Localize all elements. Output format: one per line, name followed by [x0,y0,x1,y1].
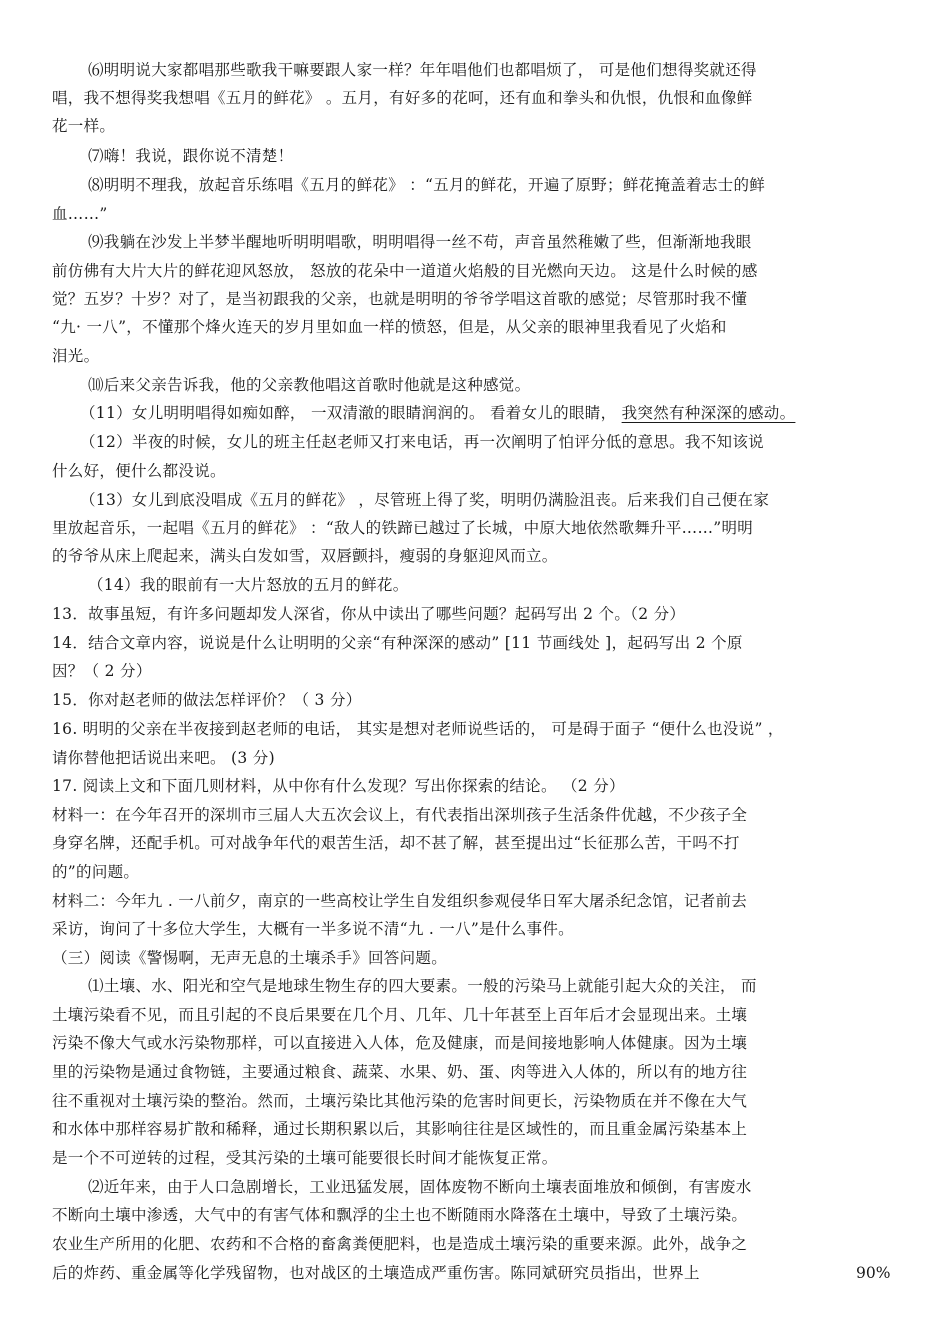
section-3-para-2-line-3: 农业生产所用的化肥、农药和不合格的畜禽粪便肥料，也是造成土壤污染的重要来源。此外，战争之 [52,1235,748,1253]
question-14-line-2: 因？（ 2 分） [52,662,152,680]
paragraph-6-line-2: 唱，我不想得奖我想唱《五月的鲜花》 。五月，有好多的花呵，还有血和拳头和仇恨，仇恨和血像鲜 [52,89,753,107]
paragraph-9-line-4: “九· 一八”，不懂那个烽火连天的岁月里如血一样的愤怒，但是，从父亲的眼神里我看见了火焰和 [52,318,727,336]
material-1-line-1: 材料一：在今年召开的深圳市三届人大五次会议上，有代表指出深圳孩子生活条件优越，不少孩子全 [52,806,748,824]
question-16-line-1: 16. 明明的父亲在半夜接到赵老师的电话， 其实是想对老师说些话的， 可是碍于面子 “便什么也没说” ， [52,720,784,738]
paragraph-13-line-1: （13）女儿到底没唱成《五月的鲜花》 ，尽管班上得了奖，明明仍满脸沮丧。后来我们自己便在家 [80,491,770,509]
section-3-para-1-line-1: ⑴土壤、水、阳光和空气是地球生物生存的四大要素。一般的污染马上就能引起大众的关注， 而 [88,977,757,995]
section-3-para-1-line-3: 污染不像大气或水污染物那样，可以直接进入人体，危及健康，而是间接地影响人体健康。因为土壤 [52,1034,748,1052]
section-3-heading: （三）阅读《警惕啊，无声无息的土壤杀手》回答问题。 [52,949,448,967]
section-3-para-1-line-7: 是一个不可逆转的过程，受其污染的土壤可能要很长时间才能恢复正常。 [52,1149,558,1167]
section-3-para-2-percent: 90% [856,1264,891,1282]
section-3-para-2-line-1: ⑵近年来，由于人口急剧增长，工业迅猛发展，固体废物不断向土壤表面堆放和倾倒，有害废水 [88,1178,752,1196]
section-3-para-1-line-6: 和水体中那样容易扩散和稀释，通过长期积累以后，其影响往往是区域性的，而且重金属污染基本上 [52,1120,748,1138]
question-14-line-1: 14．结合文章内容，说说是什么让明明的父亲“有种深深的感动” [11 节画线处 ]，起码写出 2 个原 [52,634,743,652]
question-15: 15．你对赵老师的做法怎样评价？（ 3 分） [52,691,362,709]
material-2-line-2: 采访，询问了十多位大学生，大概有一半多说不清“九 . 一八”是什么事件。 [52,920,574,938]
question-13: 13．故事虽短，有许多问题却发人深省，你从中读出了哪些问题？起码写出 2 个。（2 分） [52,605,686,623]
material-2-line-1: 材料二：今年九 . 一八前夕，南京的一些高校让学生自发组织参观侵华日军大屠杀纪念馆，记者前去 [52,892,748,910]
paragraph-10: ⑽后来父亲告诉我，他的父亲教他唱这首歌时他就是这种感觉。 [88,376,531,394]
paragraph-12-line-2: 什么好，便什么都没说。 [52,462,226,480]
section-3-para-2-line-2: 不断向土壤中渗透，大气中的有害气体和飘浮的尘土也不断随雨水降落在土壤中，导致了土壤污染。 [52,1206,748,1224]
question-17: 17. 阅读上文和下面几则材料，从中你有什么发现？写出你探索的结论。 （2 分） [52,777,625,795]
section-3-para-1-line-5: 往不重视对土壤污染的整治。然而，土壤污染比其他污染的危害时间更长，污染物质在并不像在大气 [52,1092,748,1110]
paragraph-11 [80,403,795,423]
section-3-para-1-line-4: 里的污染物是通过食物链，主要通过粮食、蔬菜、水果、奶、蛋、肉等进入人体的，所以有的地方往 [52,1063,748,1081]
section-3-para-1-line-2: 土壤污染看不见，而且引起的不良后果要在几个月、几年、几十年甚至上百年后才会显现出来。土壤 [52,1006,748,1024]
material-1-line-2: 身穿名牌，还配手机。可对战争年代的艰苦生活，却不甚了解，甚至提出过“长征那么苦，干吗不打 [52,834,740,852]
paragraph-8-line-1: ⑻明明不理我，放起音乐练唱《五月的鲜花》 ：“五月的鲜花，开遍了原野；鲜花掩盖着志士的鲜 [88,176,766,194]
section-3-para-2-line-4: 后的炸药、重金属等化学残留物，也对战区的土壤造成严重伤害。陈同斌研究员指出，世界上 [52,1264,700,1282]
paragraph-9-line-2: 前仿佛有大片大片的鲜花迎风怒放， 怒放的花朵中一道道火焰般的目光燃向天边。 这是什么时候的感 [52,262,758,280]
material-1-line-3: 的”的问题。 [52,863,140,881]
paragraph-13-line-2: 里放起音乐，一起唱《五月的鲜花》 ：“敌人的铁蹄已越过了长城，中原大地依然歌舞升平……”明明 [52,519,754,537]
question-16-line-2: 请你替他把话说出来吧。 (3 分) [52,749,275,767]
paragraph-9-line-3: 觉？五岁？十岁？对了，是当初跟我的父亲，也就是明明的爷爷学唱这首歌的感觉；尽管那时我不懂 [52,290,748,308]
paragraph-6-line-3: 花一样。 [52,117,116,135]
paragraph-11-underlined-text: 我突然有种深深的感动。 [621,404,796,422]
paragraph-11-text: （11）女儿明明唱得如痴如醉， 一双清澈的眼睛润润的。 看着女儿的眼睛， [80,404,622,422]
paragraph-13-line-3: 的爷爷从床上爬起来，满头白发如雪，双唇颤抖，瘦弱的身躯迎风而立。 [52,547,558,565]
paragraph-14: （14）我的眼前有一大片怒放的五月的鲜花。 [88,576,409,594]
paragraph-8-line-2: 血……” [52,205,108,223]
paragraph-12-line-1: （12）半夜的时候，女儿的班主任赵老师又打来电话，再一次阐明了怕评分低的意思。我不知该说 [80,433,764,451]
paragraph-6-line-1: ⑹明明说大家都唱那些歌我干嘛要跟人家一样？年年唱他们也都唱烦了， 可是他们想得奖就还得 [88,61,757,79]
paragraph-9-line-5: 泪光。 [52,347,100,365]
paragraph-7: ⑺嗨！我说，跟你说不清楚！ [88,147,294,165]
paragraph-9-line-1: ⑼我躺在沙发上半梦半醒地听明明唱歌，明明唱得一丝不苟，声音虽然稚嫩了些，但渐渐地我眼 [88,233,752,251]
